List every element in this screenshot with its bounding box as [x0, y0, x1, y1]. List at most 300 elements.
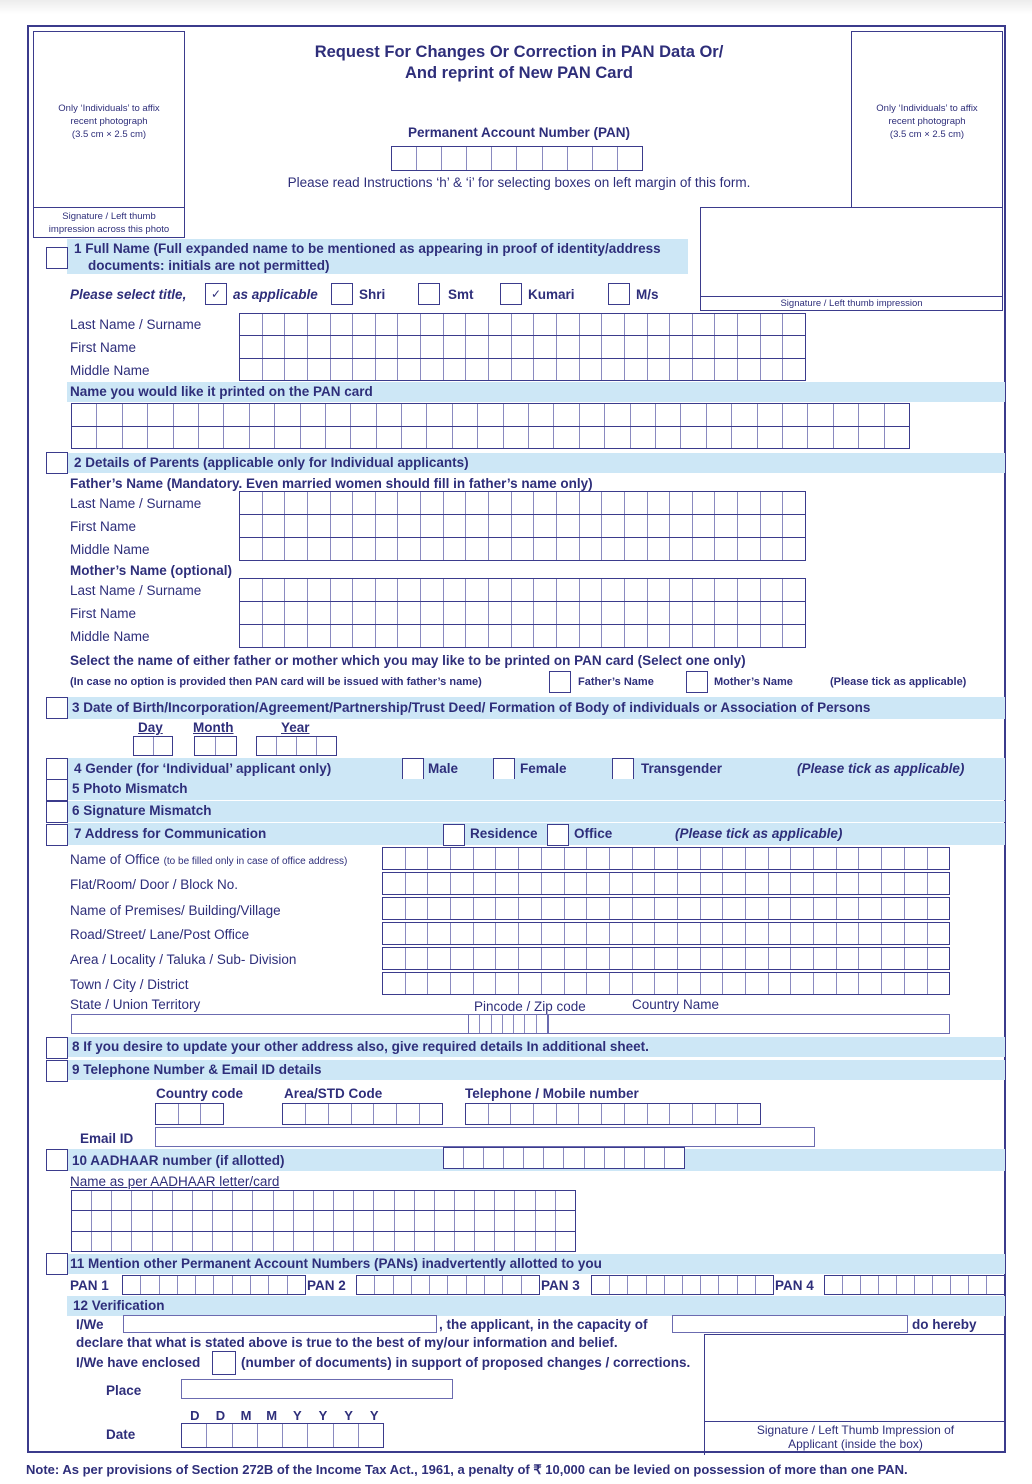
char-box[interactable] [464, 1148, 484, 1168]
char-box[interactable] [430, 1276, 448, 1294]
char-box[interactable] [625, 515, 648, 537]
char-box[interactable] [421, 336, 444, 357]
char-box[interactable] [580, 492, 603, 514]
char-box[interactable] [670, 492, 693, 514]
char-box[interactable] [537, 1015, 547, 1033]
char-box[interactable] [154, 737, 173, 755]
char-box[interactable] [112, 1191, 132, 1210]
address-residence-checkbox[interactable] [443, 824, 465, 846]
char-box[interactable] [670, 579, 693, 601]
char-box[interactable] [783, 625, 805, 647]
char-box[interactable] [837, 848, 860, 869]
char-box[interactable] [383, 898, 406, 919]
char-box[interactable] [489, 1104, 512, 1124]
char-box[interactable] [233, 1276, 251, 1294]
pan4-boxes[interactable] [824, 1275, 1005, 1295]
char-box[interactable] [285, 492, 308, 514]
char-box[interactable] [240, 538, 263, 560]
char-box[interactable] [814, 848, 837, 869]
char-box[interactable] [783, 492, 805, 514]
char-box[interactable] [928, 973, 950, 994]
char-box[interactable] [496, 873, 519, 894]
char-box[interactable] [670, 359, 693, 380]
char-box[interactable] [536, 1211, 556, 1230]
char-box[interactable] [383, 948, 406, 969]
char-box[interactable] [475, 1211, 495, 1230]
country-code-boxes[interactable] [155, 1103, 224, 1125]
char-box[interactable] [542, 923, 565, 944]
char-box[interactable] [421, 538, 444, 560]
char-box[interactable] [587, 898, 610, 919]
char-box[interactable] [592, 1276, 610, 1294]
char-box[interactable] [412, 1276, 430, 1294]
char-box[interactable] [466, 1104, 489, 1124]
char-box[interactable] [467, 1276, 485, 1294]
char-box[interactable] [665, 1148, 684, 1168]
char-box[interactable] [625, 492, 648, 514]
char-box[interactable] [814, 873, 837, 894]
char-box[interactable] [715, 538, 738, 560]
char-box[interactable] [173, 1211, 193, 1230]
char-box[interactable] [351, 427, 376, 449]
char-box[interactable] [199, 404, 224, 426]
char-box[interactable] [285, 625, 308, 647]
char-box[interactable] [216, 737, 236, 755]
char-box[interactable] [882, 898, 905, 919]
char-box[interactable] [746, 923, 769, 944]
state-input[interactable] [71, 1014, 469, 1034]
char-box[interactable] [512, 579, 535, 601]
char-box[interactable] [398, 602, 421, 624]
char-box[interactable] [814, 898, 837, 919]
char-box[interactable] [444, 602, 467, 624]
char-box[interactable] [882, 873, 905, 894]
documents-count-input[interactable] [212, 1351, 236, 1375]
char-box[interactable] [834, 427, 859, 449]
char-box[interactable] [474, 873, 497, 894]
char-box[interactable] [738, 515, 761, 537]
char-box[interactable] [701, 848, 724, 869]
char-box[interactable] [519, 948, 542, 969]
char-box[interactable] [761, 515, 784, 537]
mother-name-option-checkbox[interactable] [686, 671, 708, 693]
char-box[interactable] [723, 873, 746, 894]
pincode-boxes[interactable] [468, 1014, 548, 1034]
char-box[interactable] [565, 873, 588, 894]
char-box[interactable] [496, 923, 519, 944]
char-box[interactable] [859, 404, 884, 426]
char-box[interactable] [905, 923, 928, 944]
char-box[interactable] [421, 602, 444, 624]
char-box[interactable] [153, 1211, 173, 1230]
char-box[interactable] [610, 948, 633, 969]
char-box[interactable] [297, 737, 317, 755]
char-box[interactable] [435, 1232, 455, 1251]
char-box[interactable] [285, 602, 308, 624]
char-box[interactable] [153, 1191, 173, 1210]
char-box[interactable] [376, 538, 399, 560]
char-box[interactable] [602, 579, 625, 601]
char-box[interactable] [769, 848, 792, 869]
char-box[interactable] [693, 579, 716, 601]
char-box[interactable] [174, 404, 199, 426]
char-box[interactable] [648, 359, 671, 380]
char-box[interactable] [783, 314, 805, 335]
char-box[interactable] [681, 427, 706, 449]
char-box[interactable] [415, 1211, 435, 1230]
char-box[interactable] [72, 1211, 92, 1230]
char-box[interactable] [515, 1211, 535, 1230]
char-box[interactable] [417, 147, 442, 170]
char-box[interactable] [605, 1148, 625, 1168]
char-box[interactable] [178, 1276, 196, 1294]
char-box[interactable] [253, 1211, 273, 1230]
char-box[interactable] [480, 1015, 491, 1033]
char-box[interactable] [489, 602, 512, 624]
char-box[interactable] [678, 898, 701, 919]
char-box[interactable] [435, 1191, 455, 1210]
char-box[interactable] [648, 515, 671, 537]
char-box[interactable] [655, 973, 678, 994]
char-box[interactable] [557, 314, 580, 335]
char-box[interactable] [738, 538, 761, 560]
char-box[interactable] [112, 1211, 132, 1230]
char-box[interactable] [534, 538, 557, 560]
char-box[interactable] [602, 314, 625, 335]
char-box[interactable] [602, 359, 625, 380]
char-box[interactable] [512, 515, 535, 537]
char-box[interactable] [905, 973, 928, 994]
char-box[interactable] [466, 515, 489, 537]
char-box[interactable] [274, 1191, 294, 1210]
char-box[interactable] [233, 1191, 253, 1210]
char-box[interactable] [495, 1211, 515, 1230]
char-box[interactable] [648, 314, 671, 335]
char-box[interactable] [732, 427, 757, 449]
char-box[interactable] [732, 404, 757, 426]
char-box[interactable] [783, 579, 805, 601]
char-box[interactable] [123, 1276, 141, 1294]
char-box[interactable] [928, 923, 950, 944]
char-box[interactable] [92, 1232, 112, 1251]
char-box[interactable] [602, 625, 625, 647]
char-box[interactable] [383, 873, 406, 894]
char-box[interactable] [693, 492, 716, 514]
char-box[interactable] [496, 898, 519, 919]
char-box[interactable] [882, 973, 905, 994]
char-box[interactable] [444, 359, 467, 380]
char-box[interactable] [492, 1015, 503, 1033]
char-box[interactable] [240, 515, 263, 537]
char-box[interactable] [451, 948, 474, 969]
char-box[interactable] [928, 898, 950, 919]
char-box[interactable] [534, 359, 557, 380]
char-box[interactable] [738, 492, 761, 514]
char-box[interactable] [331, 359, 354, 380]
char-box[interactable] [633, 873, 656, 894]
char-box[interactable] [503, 1276, 521, 1294]
char-box[interactable] [331, 515, 354, 537]
char-box[interactable] [631, 404, 656, 426]
char-box[interactable] [374, 1104, 397, 1124]
char-box[interactable] [444, 625, 467, 647]
char-box[interactable] [415, 1232, 435, 1251]
char-box[interactable] [859, 873, 882, 894]
char-box[interactable] [791, 898, 814, 919]
char-box[interactable] [377, 404, 402, 426]
section1-checkbox[interactable] [46, 247, 68, 269]
char-box[interactable] [587, 873, 610, 894]
char-box[interactable] [542, 973, 565, 994]
char-box[interactable] [715, 602, 738, 624]
char-box[interactable] [421, 359, 444, 380]
char-box[interactable] [670, 515, 693, 537]
char-box[interactable] [156, 1104, 179, 1124]
char-box[interactable] [557, 579, 580, 601]
char-box[interactable] [769, 923, 792, 944]
char-box[interactable] [693, 359, 716, 380]
char-box[interactable] [554, 427, 579, 449]
char-box[interactable] [625, 314, 648, 335]
char-box[interactable] [233, 1424, 258, 1447]
char-box[interactable] [761, 602, 784, 624]
char-box[interactable] [843, 1276, 861, 1294]
char-box[interactable] [308, 515, 331, 537]
char-box[interactable] [141, 1276, 159, 1294]
char-box[interactable] [466, 538, 489, 560]
char-box[interactable] [580, 336, 603, 357]
char-box[interactable] [72, 404, 97, 426]
char-box[interactable] [421, 625, 444, 647]
char-box[interactable] [645, 1148, 665, 1168]
char-box[interactable] [478, 404, 503, 426]
char-box[interactable] [534, 314, 557, 335]
char-box[interactable] [665, 1276, 683, 1294]
char-box[interactable] [306, 1104, 329, 1124]
char-box[interactable] [791, 873, 814, 894]
char-box[interactable] [240, 492, 263, 514]
char-box[interactable] [587, 848, 610, 869]
char-box[interactable] [213, 1191, 233, 1210]
char-box[interactable] [353, 515, 376, 537]
char-box[interactable] [240, 359, 263, 380]
char-box[interactable] [294, 1211, 314, 1230]
char-box[interactable] [478, 427, 503, 449]
char-box[interactable] [542, 948, 565, 969]
char-box[interactable] [377, 427, 402, 449]
char-box[interactable] [283, 1104, 306, 1124]
char-box[interactable] [466, 492, 489, 514]
char-box[interactable] [308, 602, 331, 624]
char-box[interactable] [489, 492, 512, 514]
char-box[interactable] [738, 359, 761, 380]
char-box[interactable] [715, 314, 738, 335]
applicant-name-grid[interactable] [239, 313, 806, 381]
char-box[interactable] [285, 314, 308, 335]
char-box[interactable] [406, 898, 429, 919]
char-box[interactable] [134, 737, 154, 755]
char-box[interactable] [354, 1232, 374, 1251]
char-box[interactable] [233, 1232, 253, 1251]
gender-male-checkbox[interactable] [402, 758, 424, 780]
char-box[interactable] [294, 1191, 314, 1210]
phone-boxes[interactable] [465, 1103, 761, 1125]
char-box[interactable] [758, 404, 783, 426]
char-box[interactable] [308, 1424, 333, 1447]
char-box[interactable] [376, 602, 399, 624]
char-box[interactable] [428, 873, 451, 894]
char-box[interactable] [148, 404, 173, 426]
char-box[interactable] [746, 948, 769, 969]
char-box[interactable] [512, 359, 535, 380]
char-box[interactable] [859, 427, 884, 449]
char-box[interactable] [715, 359, 738, 380]
char-box[interactable] [420, 1104, 442, 1124]
char-box[interactable] [495, 1232, 515, 1251]
char-box[interactable] [351, 404, 376, 426]
char-box[interactable] [240, 602, 263, 624]
char-box[interactable] [837, 973, 860, 994]
char-box[interactable] [544, 1148, 564, 1168]
char-box[interactable] [738, 336, 761, 357]
char-box[interactable] [861, 1276, 879, 1294]
char-box[interactable] [263, 359, 286, 380]
char-box[interactable] [132, 1191, 152, 1210]
char-box[interactable] [283, 1424, 308, 1447]
char-box[interactable] [263, 515, 286, 537]
char-box[interactable] [915, 1276, 933, 1294]
char-box[interactable] [352, 1104, 375, 1124]
char-box[interactable] [398, 314, 421, 335]
char-box[interactable] [580, 359, 603, 380]
char-box[interactable] [193, 1211, 213, 1230]
char-box[interactable] [444, 515, 467, 537]
char-box[interactable] [123, 427, 148, 449]
char-box[interactable] [512, 336, 535, 357]
char-box[interactable] [376, 492, 399, 514]
char-box[interactable] [97, 427, 122, 449]
premises-boxes[interactable] [382, 897, 950, 920]
char-box[interactable] [193, 1191, 213, 1210]
char-box[interactable] [512, 538, 535, 560]
char-box[interactable] [174, 427, 199, 449]
char-box[interactable] [602, 602, 625, 624]
char-box[interactable] [353, 579, 376, 601]
area-boxes[interactable] [382, 947, 950, 970]
char-box[interactable] [648, 538, 671, 560]
char-box[interactable] [837, 923, 860, 944]
char-box[interactable] [534, 515, 557, 537]
title-smt-checkbox[interactable] [418, 283, 440, 305]
char-box[interactable] [564, 1148, 584, 1168]
char-box[interactable] [72, 427, 97, 449]
char-box[interactable] [495, 1191, 515, 1210]
char-box[interactable] [556, 1211, 575, 1230]
char-box[interactable] [406, 848, 429, 869]
char-box[interactable] [542, 873, 565, 894]
char-box[interactable] [334, 1191, 354, 1210]
char-box[interactable] [882, 848, 905, 869]
char-box[interactable] [72, 1232, 92, 1251]
gender-female-checkbox[interactable] [493, 758, 515, 780]
char-box[interactable] [485, 1276, 503, 1294]
char-box[interactable] [859, 848, 882, 869]
char-box[interactable] [519, 898, 542, 919]
aadhaar-number-boxes[interactable] [443, 1147, 685, 1169]
char-box[interactable] [512, 314, 535, 335]
char-box[interactable] [769, 948, 792, 969]
char-box[interactable] [148, 427, 173, 449]
char-box[interactable] [421, 314, 444, 335]
char-box[interactable] [602, 336, 625, 357]
section10-checkbox[interactable] [46, 1149, 68, 1171]
char-box[interactable] [250, 404, 275, 426]
char-box[interactable] [557, 602, 580, 624]
char-box[interactable] [769, 873, 792, 894]
char-box[interactable] [224, 427, 249, 449]
char-box[interactable] [354, 1211, 374, 1230]
char-box[interactable] [195, 737, 216, 755]
char-box[interactable] [308, 336, 331, 357]
char-box[interactable] [92, 1191, 112, 1210]
char-box[interactable] [655, 873, 678, 894]
char-box[interactable] [263, 602, 286, 624]
char-box[interactable] [263, 314, 286, 335]
char-box[interactable] [670, 625, 693, 647]
char-box[interactable] [406, 923, 429, 944]
char-box[interactable] [489, 579, 512, 601]
char-box[interactable] [580, 625, 603, 647]
char-box[interactable] [783, 427, 808, 449]
char-box[interactable] [625, 359, 648, 380]
char-box[interactable] [301, 427, 326, 449]
char-box[interactable] [837, 873, 860, 894]
char-box[interactable] [285, 336, 308, 357]
char-box[interactable] [610, 973, 633, 994]
char-box[interactable] [394, 1276, 412, 1294]
char-box[interactable] [969, 1276, 987, 1294]
char-box[interactable] [331, 314, 354, 335]
char-box[interactable] [489, 538, 512, 560]
char-box[interactable] [512, 492, 535, 514]
char-box[interactable] [556, 1191, 575, 1210]
char-box[interactable] [451, 898, 474, 919]
char-box[interactable] [693, 538, 716, 560]
char-box[interactable] [123, 404, 148, 426]
char-box[interactable] [375, 1276, 393, 1294]
road-boxes[interactable] [382, 922, 950, 945]
char-box[interactable] [398, 538, 421, 560]
char-box[interactable] [761, 336, 784, 357]
char-box[interactable] [783, 515, 805, 537]
char-box[interactable] [534, 579, 557, 601]
char-box[interactable] [308, 314, 331, 335]
char-box[interactable] [758, 427, 783, 449]
char-box[interactable] [565, 898, 588, 919]
char-box[interactable] [633, 948, 656, 969]
char-box[interactable] [160, 1276, 178, 1294]
char-box[interactable] [285, 538, 308, 560]
char-box[interactable] [421, 579, 444, 601]
char-box[interactable] [326, 404, 351, 426]
char-box[interactable] [534, 602, 557, 624]
char-box[interactable] [602, 1104, 625, 1124]
char-box[interactable] [277, 737, 297, 755]
char-box[interactable] [715, 625, 738, 647]
char-box[interactable] [791, 923, 814, 944]
char-box[interactable] [859, 923, 882, 944]
char-box[interactable] [406, 948, 429, 969]
